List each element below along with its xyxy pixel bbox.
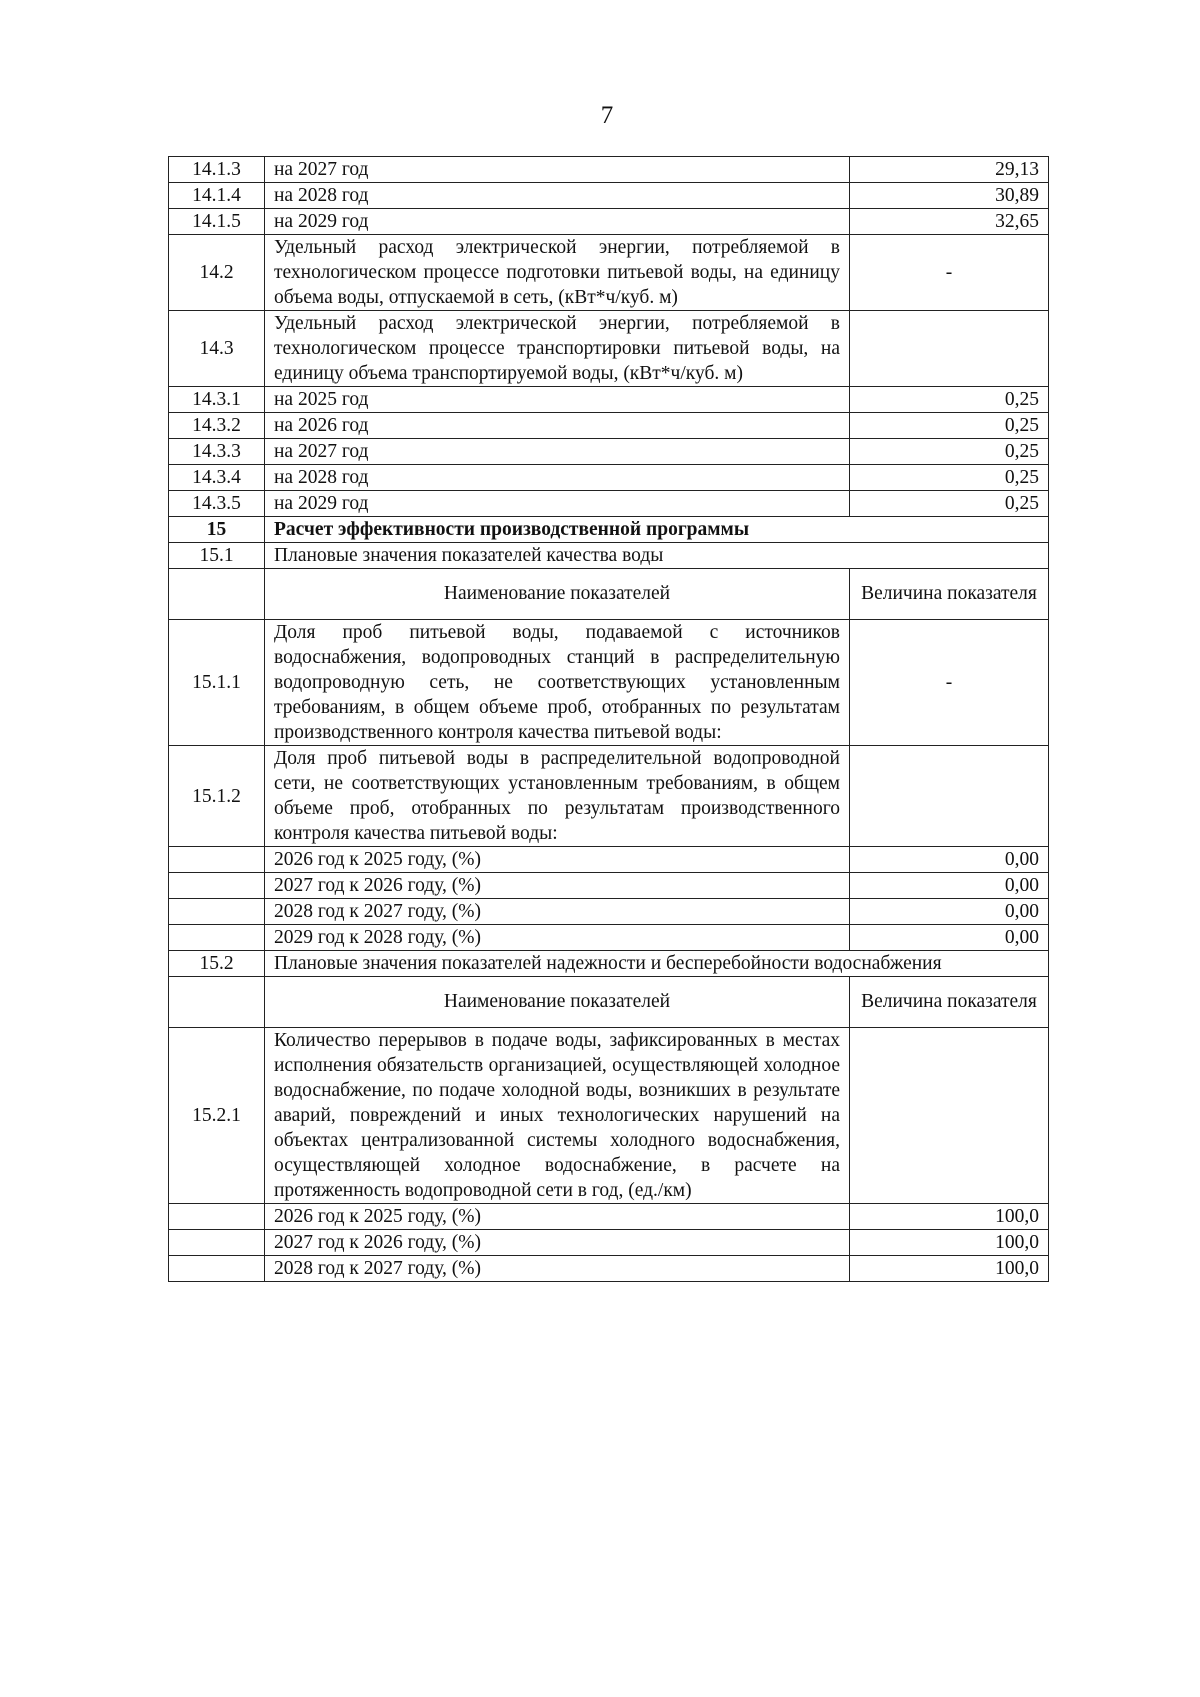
- row-name: на 2028 год: [265, 465, 850, 491]
- column-header-row: [169, 977, 1049, 1028]
- row-number: 14.1.5: [169, 209, 265, 235]
- row-number: 14.3.2: [169, 413, 265, 439]
- section-title: Плановые значения показателей качества воды: [265, 543, 1049, 569]
- section-number: 15.1: [169, 543, 265, 569]
- section-row: [169, 543, 1049, 569]
- table-row: [169, 1028, 1049, 1204]
- row-name: на 2029 год: [265, 491, 850, 517]
- row-value: 0,25: [850, 465, 1049, 491]
- column-header-value: Величина показателя: [850, 569, 1049, 620]
- row-value: 0,00: [850, 847, 1049, 873]
- section-title: Расчет эффективности производственной программы: [265, 517, 1049, 543]
- row-number: 15.1.1: [169, 620, 265, 746]
- row-value: -: [850, 620, 1049, 746]
- table-row: [169, 746, 1049, 847]
- row-value: [850, 746, 1049, 847]
- table-row: [169, 157, 1049, 183]
- column-header-row: [169, 569, 1049, 620]
- table-row: [169, 209, 1049, 235]
- table-row: [169, 413, 1049, 439]
- row-name: 2029 год к 2028 году, (%): [265, 925, 850, 951]
- column-header-value: Величина показателя: [850, 977, 1049, 1028]
- table-row: [169, 925, 1049, 951]
- table-row: [169, 311, 1049, 387]
- row-name: 2028 год к 2027 году, (%): [265, 899, 850, 925]
- row-name: 2027 год к 2026 году, (%): [265, 873, 850, 899]
- table-row: [169, 1204, 1049, 1230]
- row-value: 0,00: [850, 873, 1049, 899]
- table-row: [169, 439, 1049, 465]
- row-name: Количество перерывов в подаче воды, зафиксированных в местах исполнения обязательств организацией, осуществляющей холодное водоснабжение, по подаче холодной воды, возникших в результате аварий, повреждений и иных технологических нарушений на объектах централизованной системы холодного водоснабжения, осуществляющей холодное водоснабжение, в расчете на протяженность водопроводной сети в год, (ед./км): [265, 1028, 850, 1204]
- row-number: 14.3.5: [169, 491, 265, 517]
- section-number: 15.2: [169, 951, 265, 977]
- row-name: на 2027 год: [265, 439, 850, 465]
- table-row: [169, 1230, 1049, 1256]
- row-number: 15.2.1: [169, 1028, 265, 1204]
- row-value: -: [850, 235, 1049, 311]
- row-number: [169, 925, 265, 951]
- section-row: [169, 517, 1049, 543]
- section-number: 15: [169, 517, 265, 543]
- row-value: 29,13: [850, 157, 1049, 183]
- row-number: 14.3.1: [169, 387, 265, 413]
- section-row: [169, 951, 1049, 977]
- row-value: 100,0: [850, 1204, 1049, 1230]
- table-row: [169, 620, 1049, 746]
- row-value: [850, 311, 1049, 387]
- column-header-name: Наименование показателей: [265, 977, 850, 1028]
- row-value: 30,89: [850, 183, 1049, 209]
- row-value: 0,00: [850, 899, 1049, 925]
- row-name: 2026 год к 2025 году, (%): [265, 847, 850, 873]
- table-row: [169, 465, 1049, 491]
- row-number: [169, 847, 265, 873]
- row-value: 0,25: [850, 491, 1049, 517]
- table-row: [169, 847, 1049, 873]
- row-name: на 2026 год: [265, 413, 850, 439]
- indicators-table: [168, 156, 1049, 1282]
- table-row: [169, 873, 1049, 899]
- row-number: [169, 1204, 265, 1230]
- row-name: Удельный расход электрической энергии, потребляемой в технологическом процессе подготовки питьевой воды, на единицу объема воды, отпускаемой в сеть, (кВт*ч/куб. м): [265, 235, 850, 311]
- table-row: [169, 1256, 1049, 1282]
- row-number: 14.3.4: [169, 465, 265, 491]
- row-name: Доля проб питьевой воды в распределительной водопроводной сети, не соответствующих установленным требованиям, в общем объеме проб, отобранных по результатам производственного контроля качества питьевой воды:: [265, 746, 850, 847]
- table-row: [169, 183, 1049, 209]
- row-number: [169, 977, 265, 1028]
- row-number: [169, 899, 265, 925]
- row-value: 32,65: [850, 209, 1049, 235]
- row-name: Доля проб питьевой воды, подаваемой с источников водоснабжения, водопроводных станций в распределительную водопроводную сеть, не соответствующих установленным требованиям, в общем объеме проб, отобранных по результатам производственного контроля качества питьевой воды:: [265, 620, 850, 746]
- row-name: на 2027 год: [265, 157, 850, 183]
- row-value: 0,00: [850, 925, 1049, 951]
- page-number: 7: [600, 102, 614, 129]
- row-value: 0,25: [850, 413, 1049, 439]
- row-number: 15.1.2: [169, 746, 265, 847]
- row-name: 2027 год к 2026 году, (%): [265, 1230, 850, 1256]
- row-value: 0,25: [850, 439, 1049, 465]
- row-number: 14.2: [169, 235, 265, 311]
- row-name: на 2029 год: [265, 209, 850, 235]
- row-number: [169, 1230, 265, 1256]
- row-value: 0,25: [850, 387, 1049, 413]
- table-row: [169, 387, 1049, 413]
- row-number: 14.1.3: [169, 157, 265, 183]
- row-number: [169, 1256, 265, 1282]
- row-name: Удельный расход электрической энергии, потребляемой в технологическом процессе транспортировки питьевой воды, на единицу объема транспортируемой воды, (кВт*ч/куб. м): [265, 311, 850, 387]
- row-number: [169, 873, 265, 899]
- row-number: 14.1.4: [169, 183, 265, 209]
- row-number: 14.3: [169, 311, 265, 387]
- table-row: [169, 235, 1049, 311]
- row-value: [850, 1028, 1049, 1204]
- row-name: 2026 год к 2025 году, (%): [265, 1204, 850, 1230]
- column-header-name: Наименование показателей: [265, 569, 850, 620]
- row-value: 100,0: [850, 1230, 1049, 1256]
- table-row: [169, 899, 1049, 925]
- row-value: 100,0: [850, 1256, 1049, 1282]
- row-number: 14.3.3: [169, 439, 265, 465]
- section-title: Плановые значения показателей надежности и бесперебойности водоснабжения: [265, 951, 1049, 977]
- row-number: [169, 569, 265, 620]
- row-name: 2028 год к 2027 году, (%): [265, 1256, 850, 1282]
- row-name: на 2025 год: [265, 387, 850, 413]
- table-row: [169, 491, 1049, 517]
- row-name: на 2028 год: [265, 183, 850, 209]
